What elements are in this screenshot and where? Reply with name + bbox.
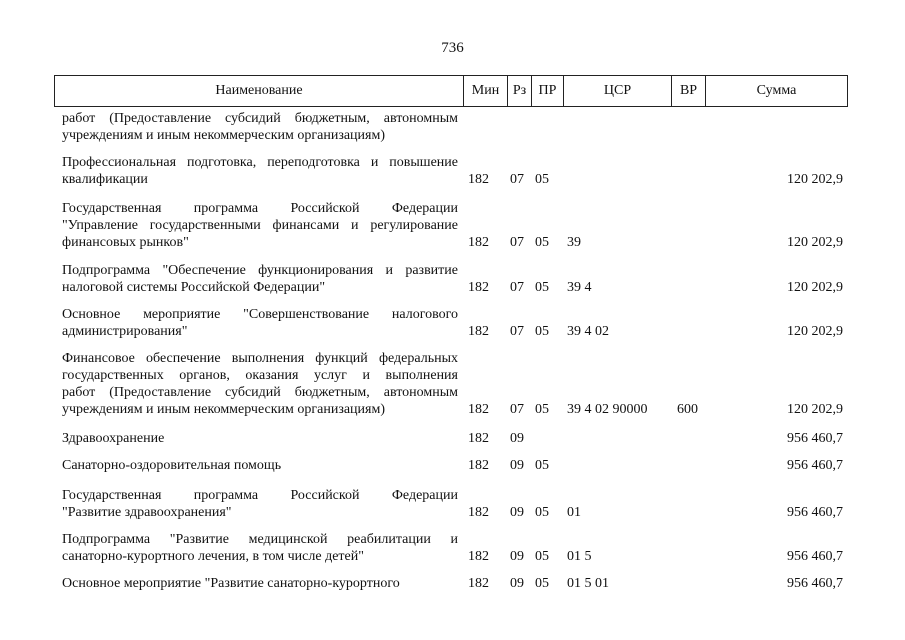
- cell-rz: 07: [510, 172, 524, 187]
- cell-csr: 39 4: [567, 280, 592, 295]
- row-name-line: учреждениям и иным некоммерческим организациям): [62, 128, 386, 143]
- row-name-line: Санаторно-оздоровительная помощь: [62, 458, 282, 473]
- row-name-line: "Управление государственными финансами и регулирование: [62, 218, 458, 233]
- cell-rz: 09: [510, 431, 524, 446]
- header-name: Наименование: [215, 83, 303, 98]
- row-name-line: учреждениям и иным некоммерческим организациям): [62, 402, 386, 417]
- row-name-line: работ (Предоставление субсидий бюджетным, автономным: [62, 385, 458, 400]
- cell-csr: 39 4 02: [567, 324, 609, 339]
- cell-rz: 07: [510, 402, 524, 417]
- cell-pr: 05: [535, 458, 549, 473]
- cell-min: 182: [468, 431, 489, 446]
- cell-sum: 120 202,9: [787, 402, 843, 417]
- cell-sum: 956 460,7: [787, 505, 843, 520]
- cell-min: 182: [468, 505, 489, 520]
- cell-csr: 01 5 01: [567, 576, 609, 591]
- cell-min: 182: [468, 280, 489, 295]
- header-min: Мин: [463, 76, 507, 106]
- cell-sum: 120 202,9: [787, 235, 843, 250]
- cell-rz: 07: [510, 324, 524, 339]
- cell-rz: 09: [510, 576, 524, 591]
- cell-min: 182: [468, 549, 489, 564]
- cell-pr: 05: [535, 235, 549, 250]
- row-name: [62, 430, 458, 447]
- row-name-line: налоговой системы Российской Федерации": [62, 280, 326, 295]
- cell-sum: 120 202,9: [787, 172, 843, 187]
- row-name-line: государственных органов, оказания услуг и выполнения: [62, 368, 458, 383]
- cell-pr: 05: [535, 280, 549, 295]
- row-name-line: Государственная программа Российской Федерации: [62, 201, 458, 216]
- cell-min: 182: [468, 324, 489, 339]
- row-name: [62, 350, 458, 418]
- row-name-line: "Развитие здравоохранения": [62, 505, 232, 520]
- cell-rz: 09: [510, 458, 524, 473]
- row-name: [62, 487, 458, 521]
- cell-pr: 05: [535, 505, 549, 520]
- cell-rz: 07: [510, 280, 524, 295]
- cell-vr: 600: [677, 402, 698, 417]
- cell-rz: 07: [510, 235, 524, 250]
- header-rz: Рз: [507, 76, 531, 106]
- cell-min: 182: [468, 172, 489, 187]
- cell-rz: 09: [510, 505, 524, 520]
- cell-min: 182: [468, 402, 489, 417]
- cell-sum: 120 202,9: [787, 324, 843, 339]
- cell-csr: 39: [567, 235, 581, 250]
- table-header: [54, 75, 848, 107]
- cell-pr: 05: [535, 324, 549, 339]
- cell-sum: 956 460,7: [787, 576, 843, 591]
- cell-min: 182: [468, 576, 489, 591]
- row-name: [62, 262, 458, 296]
- row-name: [62, 457, 458, 474]
- header-pr: ПР: [531, 76, 563, 106]
- row-name-line: Государственная программа Российской Федерации: [62, 488, 458, 503]
- cell-csr: 01: [567, 505, 581, 520]
- cell-min: 182: [468, 458, 489, 473]
- row-name-line: Подпрограмма "Обеспечение функционирования и развитие: [62, 263, 458, 278]
- cell-rz: 09: [510, 549, 524, 564]
- row-name-line: Финансовое обеспечение выполнения функций федеральных: [62, 351, 458, 366]
- cell-csr: 39 4 02 90000: [567, 402, 648, 417]
- row-name-line: Подпрограмма "Развитие медицинской реабилитации и: [62, 532, 458, 547]
- row-name-line: Основное мероприятие "Совершенствование налогового: [62, 307, 458, 322]
- cell-min: 182: [468, 235, 489, 250]
- row-name-line: санаторно-курортного лечения, в том числе детей": [62, 549, 364, 564]
- cell-sum: 120 202,9: [787, 280, 843, 295]
- cell-pr: 05: [535, 402, 549, 417]
- row-name: [62, 575, 458, 592]
- header-vr: ВР: [671, 76, 705, 106]
- row-name-line: работ (Предоставление субсидий бюджетным, автономным: [62, 111, 458, 126]
- cell-sum: 956 460,7: [787, 458, 843, 473]
- cell-pr: 05: [535, 549, 549, 564]
- page-number: 736: [441, 40, 464, 56]
- header-sum: Сумма: [705, 76, 847, 106]
- row-name: [62, 306, 458, 340]
- cell-csr: 01 5: [567, 549, 592, 564]
- row-name: [62, 200, 458, 251]
- row-name-line: Основное мероприятие "Развитие санаторно-курортного: [62, 576, 400, 591]
- row-name-line: Здравоохранение: [62, 431, 165, 446]
- row-name-line: квалификации: [62, 172, 148, 187]
- header-csr: ЦСР: [563, 76, 671, 106]
- cell-pr: 05: [535, 172, 549, 187]
- row-name-line: финансовых рынков": [62, 235, 189, 250]
- row-name: [62, 110, 458, 144]
- row-name-line: администрирования": [62, 324, 188, 339]
- row-name: [62, 531, 458, 565]
- cell-sum: 956 460,7: [787, 549, 843, 564]
- row-name-line: Профессиональная подготовка, переподготовка и повышение: [62, 155, 458, 170]
- cell-pr: 05: [535, 576, 549, 591]
- cell-sum: 956 460,7: [787, 431, 843, 446]
- row-name: [62, 154, 458, 188]
